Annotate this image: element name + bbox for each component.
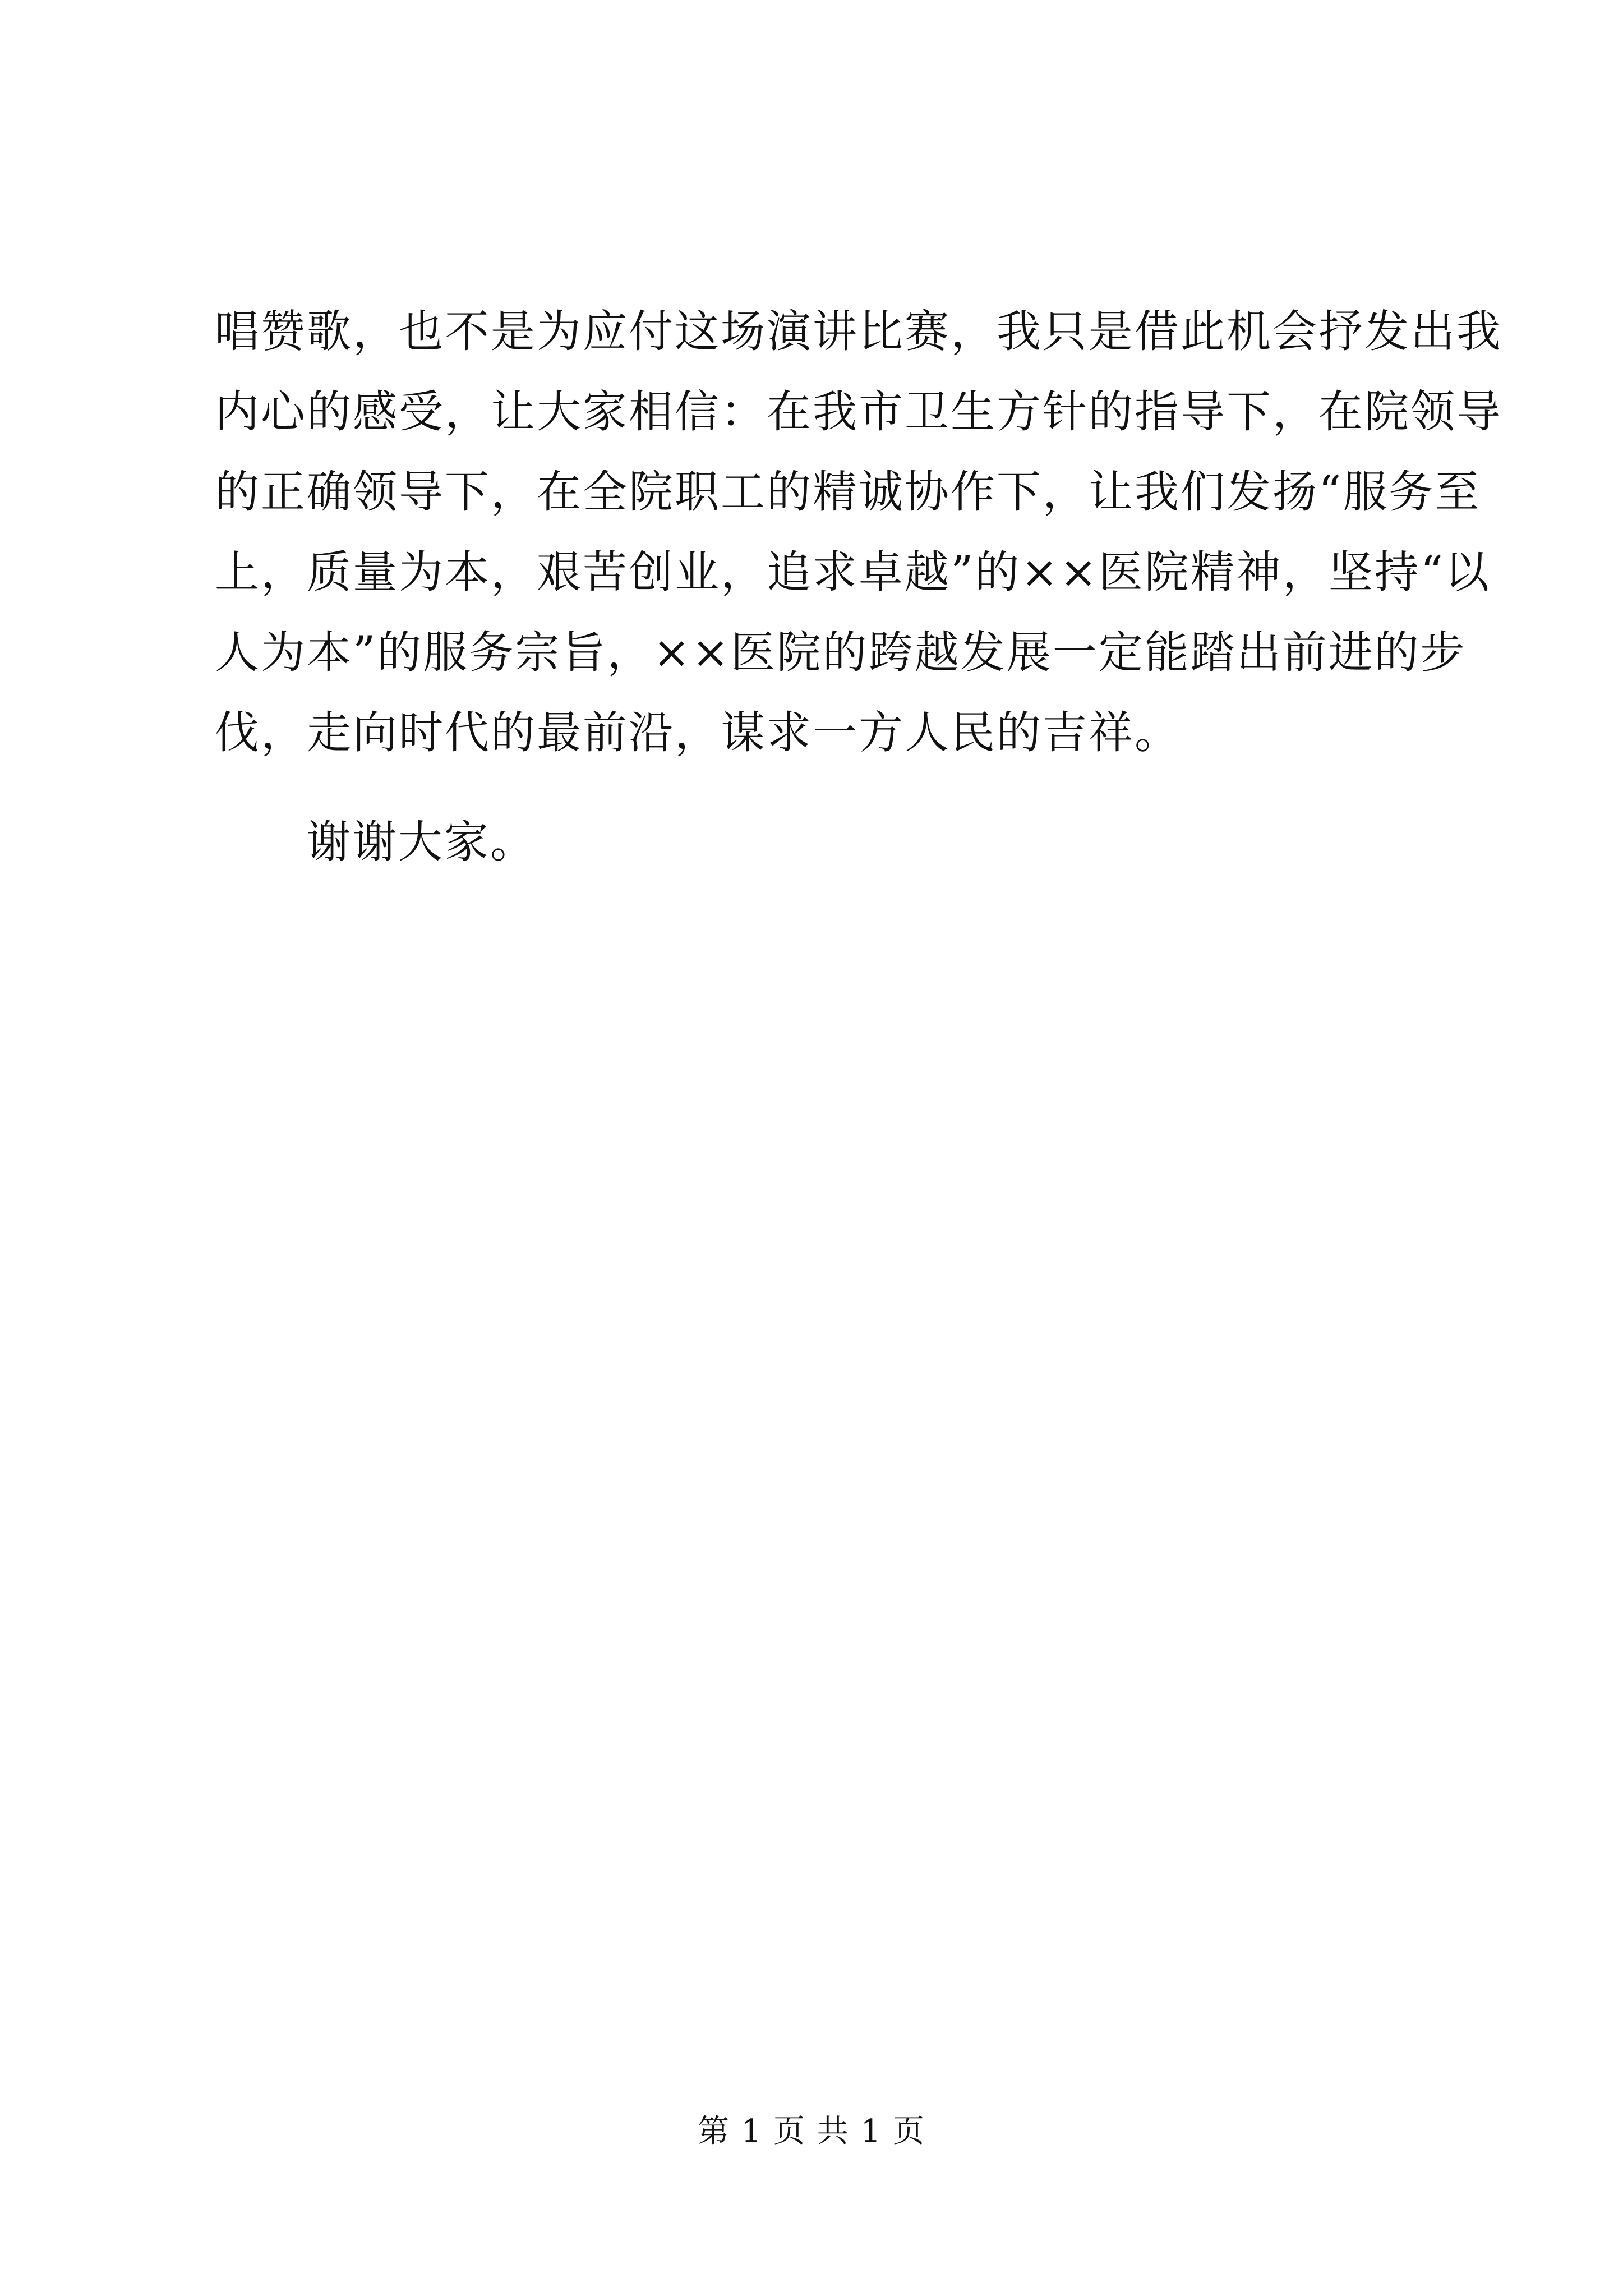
paragraph-line-2: 内心的感受，让大家相信：在我市卫生方针的指导下，在院领导 xyxy=(215,386,1502,438)
body-paragraph xyxy=(215,292,1502,773)
paragraph-line-5: 人为本”的服务宗旨，××医院的跨越发展一定能踏出前进的步 xyxy=(215,627,1467,678)
paragraph-line-1: 唱赞歌，也不是为应付这场演讲比赛，我只是借此机会抒发出我 xyxy=(215,306,1502,357)
paragraph-line-3: 的正确领导下，在全院职工的精诚协作下，让我们发扬“服务至 xyxy=(215,466,1481,518)
paragraph-line-6: 伐，走向时代的最前沿，谋求一方人民的吉祥。 xyxy=(215,707,1181,758)
page-footer: 第 1 页 共 1 页 xyxy=(697,2113,926,2150)
closing-line: 谢谢大家。 xyxy=(306,816,536,868)
paragraph-line-4: 上，质量为本，艰苦创业，追求卓越”的××医院精神，坚持“以 xyxy=(215,546,1491,598)
